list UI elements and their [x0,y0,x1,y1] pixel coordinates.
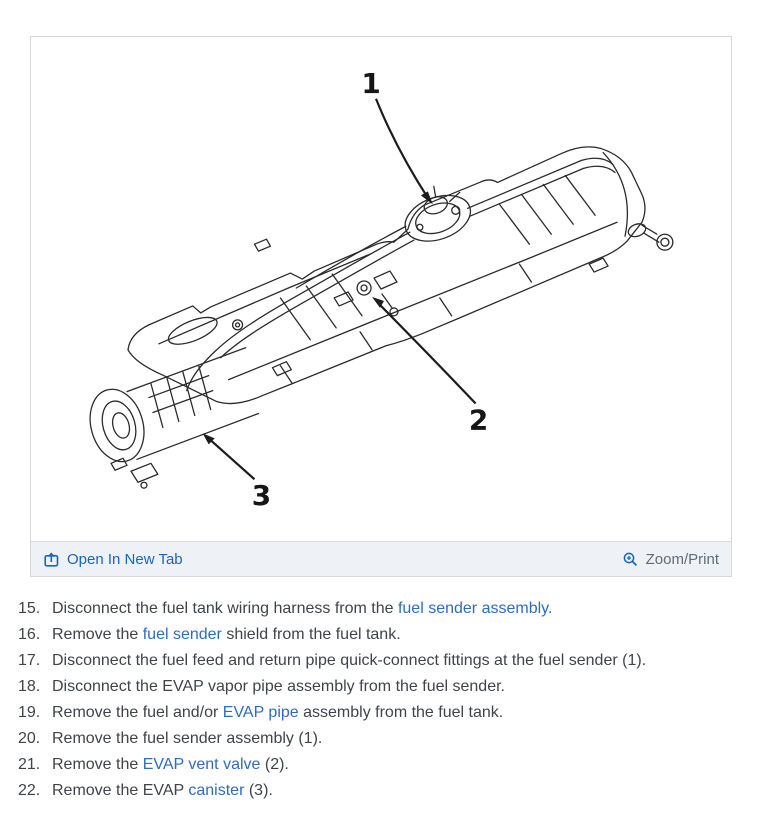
step-number: 21. [18,756,41,773]
step-item [18,651,750,671]
step-link[interactable]: EVAP pipe [222,704,299,721]
fuel-sender-assembly [399,186,477,249]
step-link[interactable]: fuel sender [142,626,222,643]
step-item [18,703,750,723]
figure-panel [30,36,732,577]
step-item [18,677,750,697]
step-number: 18. [18,678,41,695]
step-number: 19. [18,704,41,721]
step-number: 17. [18,652,41,669]
step-item [18,599,750,619]
step-link[interactable]: EVAP vent valve [142,756,261,773]
step-text [52,625,750,645]
step-link[interactable]: fuel sender assembly. [397,600,553,617]
step-text-segment: Remove the EVAP [52,782,189,799]
step-number: 22. [18,782,41,799]
evap-canister-sleeve [82,348,258,488]
step-text-segment: Remove the fuel sender assembly (1). [52,730,323,747]
step-item [18,729,750,749]
callout-1-leader [376,99,429,200]
step-link[interactable]: canister [188,782,245,799]
step-text [52,781,750,801]
tank-outline [128,147,645,404]
step-text-segment: Disconnect the fuel tank wiring harness from the [52,600,398,617]
figure-toolbar [31,541,731,576]
callout-2-label: 2 [468,403,489,437]
open-in-new-tab-icon [43,551,60,568]
open-in-new-tab-label: Open In New Tab [67,550,183,568]
callout-3-leader [209,438,255,479]
step-text-segment: Disconnect the fuel feed and return pipe quick-connect fittings at the fuel sender (1). [52,652,647,669]
step-text-segment: Disconnect the EVAP vapor pipe assembly from the fuel sender. [52,678,505,695]
step-item [18,755,750,775]
step-number: 16. [18,626,41,643]
fuel-tank-diagram [31,37,731,541]
step-text [52,599,750,619]
callout-3-label: 3 [251,479,272,513]
step-text-segment: assembly from the fuel tank. [298,704,504,721]
step-text-segment: Remove the [52,626,143,643]
step-item [18,625,750,645]
open-in-new-tab-link[interactable] [43,551,183,568]
evap-vent-valve [334,271,398,316]
step-text-segment: Remove the [52,756,143,773]
zoom-print-label: Zoom/Print [645,550,719,568]
zoom-print-link[interactable] [622,551,719,568]
zoom-plus-icon [622,551,639,568]
step-item [18,781,750,801]
steps-list [18,599,750,807]
step-text-segment: (3). [244,782,273,799]
callout-1-label: 1 [361,66,381,100]
step-text [52,651,750,671]
step-number: 15. [18,600,41,617]
step-text [52,703,750,723]
step-text [52,677,750,697]
figure-area [31,37,731,541]
step-text [52,755,750,775]
step-text-segment: Remove the fuel and/or [52,704,223,721]
step-text [52,729,750,749]
step-number: 20. [18,730,41,747]
step-text-segment: shield from the fuel tank. [221,626,401,643]
step-text-segment: (2). [260,756,289,773]
